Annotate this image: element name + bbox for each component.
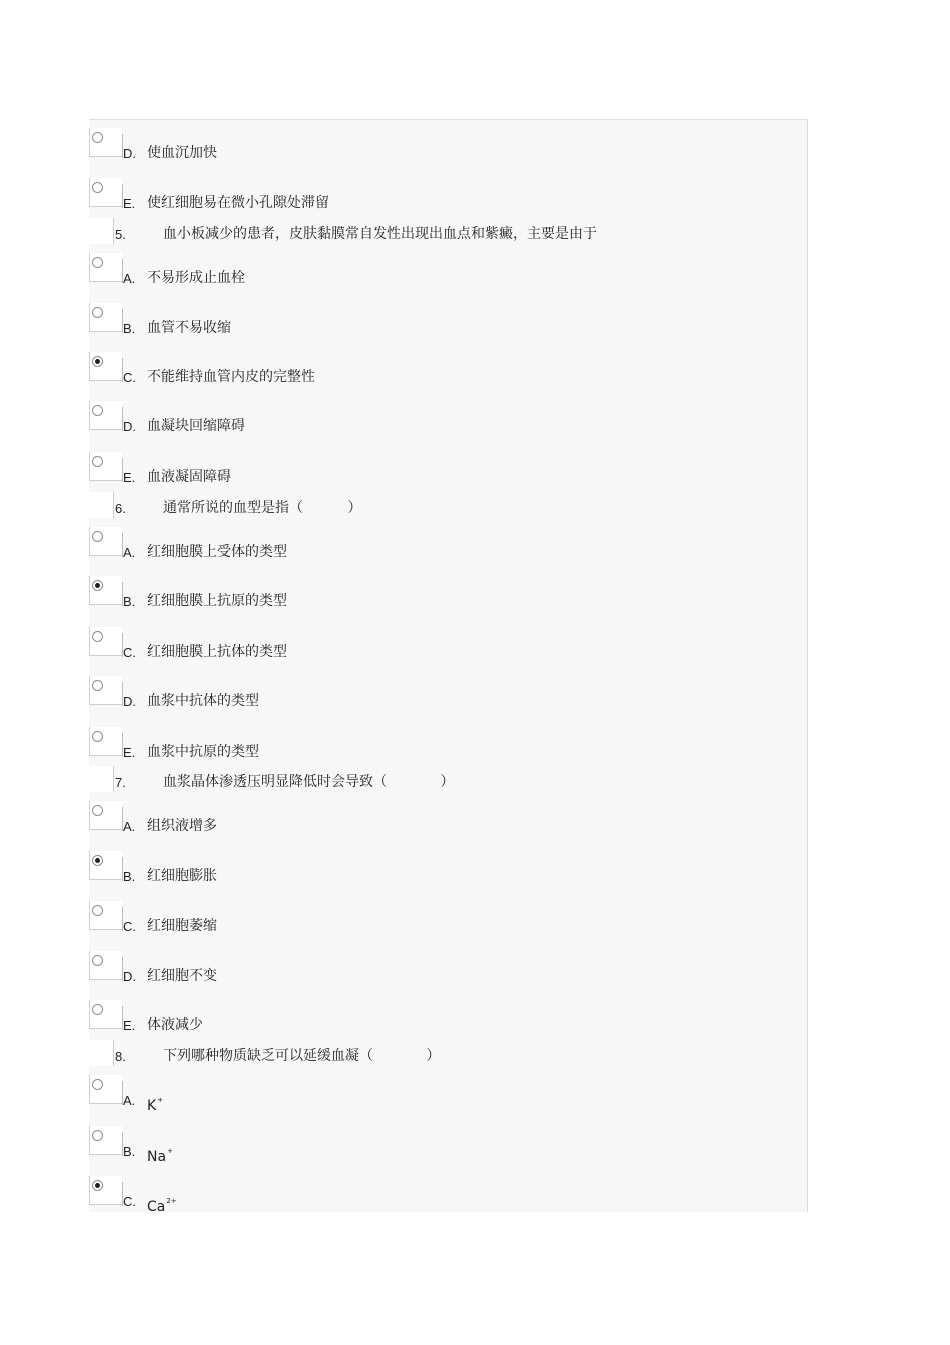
option-letter: A. (123, 819, 136, 834)
radio-button[interactable] (92, 132, 103, 143)
radio-cell (89, 128, 122, 157)
radio-button[interactable] (92, 731, 103, 742)
radio-button[interactable] (92, 1130, 103, 1141)
question-text: 血小板减少的患者，皮肤黏膜常自发性出现出血点和紫癜，主要是由于 (163, 226, 597, 242)
question-number: 5. (115, 227, 126, 242)
radio-cell (89, 1176, 122, 1205)
radio-cell (89, 401, 122, 430)
option-label: 血凝块回缩障碍 (147, 418, 245, 434)
option-letter: A. (123, 1093, 136, 1108)
option-letter: B. (123, 1144, 136, 1159)
option-text (147, 643, 287, 661)
question-marker-box (89, 492, 114, 518)
question-marker-box (89, 218, 114, 244)
radio-button[interactable] (92, 182, 103, 193)
option-text (147, 543, 287, 561)
question-text: 下列哪种物质缺乏可以延缓血凝（ ） (163, 1048, 441, 1064)
radio-cell (89, 303, 122, 332)
radio-button[interactable] (92, 905, 103, 916)
radio-cell (89, 676, 122, 705)
option-letter: C. (123, 370, 136, 385)
option-letter: B. (123, 594, 136, 609)
option-text (147, 592, 287, 610)
option-label: 不易形成止血栓 (147, 270, 245, 286)
option-letter: E. (123, 1018, 136, 1033)
option-label: 红细胞膜上抗体的类型 (147, 644, 287, 660)
radio-button[interactable] (92, 680, 103, 691)
option-text (147, 368, 315, 386)
option-letter: C. (123, 919, 136, 934)
radio-cell (89, 801, 122, 830)
option-text (147, 468, 231, 486)
radio-cell (89, 452, 122, 481)
option-letter: D. (123, 694, 136, 709)
radio-cell (89, 727, 122, 756)
option-text (147, 1016, 203, 1034)
option-label: 红细胞膜上受体的类型 (147, 544, 287, 560)
radio-cell (89, 576, 122, 605)
radio-button[interactable] (92, 531, 103, 542)
option-label: 血液凝固障碍 (147, 469, 231, 485)
radio-button-selected[interactable] (92, 356, 103, 367)
option-text (147, 319, 231, 337)
radio-cell (89, 352, 122, 381)
option-letter: D. (123, 419, 136, 434)
option-letter: C. (123, 1194, 136, 1209)
option-label: 使红细胞易在微小孔隙处滞留 (147, 195, 329, 211)
radio-cell (89, 851, 122, 880)
radio-button[interactable] (92, 307, 103, 318)
option-label: Ca (147, 1199, 166, 1215)
option-label: 不能维持血管内皮的完整性 (147, 369, 315, 385)
option-text (147, 917, 217, 935)
option-label: 红细胞膜上抗原的类型 (147, 593, 287, 609)
option-letter: D. (123, 146, 136, 161)
option-text (147, 1192, 177, 1216)
option-letter: E. (123, 745, 136, 760)
option-text (147, 194, 329, 212)
question-marker-box (89, 766, 114, 792)
option-text (147, 1091, 163, 1115)
option-label: 组织液增多 (147, 818, 217, 834)
radio-button[interactable] (92, 955, 103, 966)
radio-button[interactable] (92, 805, 103, 816)
radio-button[interactable] (92, 405, 103, 416)
radio-button-selected[interactable] (92, 855, 103, 866)
option-label: K (147, 1098, 157, 1114)
radio-button[interactable] (92, 631, 103, 642)
ion-charge-superscript: + (167, 1147, 173, 1155)
ion-charge-superscript: + (157, 1096, 164, 1104)
option-label: 红细胞萎缩 (147, 918, 217, 934)
ion-charge-superscript: 2+ (166, 1197, 177, 1205)
radio-cell (89, 901, 122, 930)
option-label: 红细胞膨胀 (147, 868, 217, 884)
question-text: 通常所说的血型是指（ ） (163, 500, 362, 516)
option-label: 体液减少 (147, 1017, 203, 1033)
option-letter: B. (123, 869, 136, 884)
option-text (147, 1142, 173, 1166)
question-number: 7. (115, 775, 126, 790)
question-number: 8. (115, 1049, 126, 1064)
option-text (147, 967, 217, 985)
radio-button[interactable] (92, 456, 103, 467)
option-label: 血浆中抗原的类型 (147, 744, 259, 760)
radio-cell (89, 627, 122, 656)
radio-button[interactable] (92, 1004, 103, 1015)
option-text (147, 269, 245, 287)
option-label: Na (147, 1149, 167, 1165)
option-text (147, 867, 217, 885)
option-letter: B. (123, 321, 136, 336)
radio-cell (89, 253, 122, 282)
radio-button-selected[interactable] (92, 1180, 103, 1191)
radio-button[interactable] (92, 1079, 103, 1090)
radio-button[interactable] (92, 257, 103, 268)
option-label: 红细胞不变 (147, 968, 217, 984)
option-text (147, 743, 259, 761)
option-text (147, 817, 217, 835)
radio-cell (89, 1075, 122, 1104)
option-letter: E. (123, 196, 136, 211)
question-text: 血浆晶体渗透压明显降低时会导致（ ） (163, 774, 455, 790)
option-letter: C. (123, 645, 136, 660)
option-label: 使血沉加快 (147, 145, 217, 161)
radio-cell (89, 527, 122, 556)
question-marker-box (89, 1040, 114, 1066)
option-letter: D. (123, 969, 136, 984)
question-number: 6. (115, 501, 126, 516)
option-text (147, 692, 259, 710)
radio-cell (89, 951, 122, 980)
option-text (147, 144, 217, 162)
option-label: 血管不易收缩 (147, 320, 231, 336)
option-text (147, 417, 245, 435)
radio-cell (89, 1000, 122, 1029)
option-letter: A. (123, 545, 136, 560)
radio-cell (89, 1126, 122, 1155)
option-label: 血浆中抗体的类型 (147, 693, 259, 709)
option-letter: E. (123, 470, 136, 485)
radio-button-selected[interactable] (92, 580, 103, 591)
option-letter: A. (123, 271, 136, 286)
radio-cell (89, 178, 122, 207)
